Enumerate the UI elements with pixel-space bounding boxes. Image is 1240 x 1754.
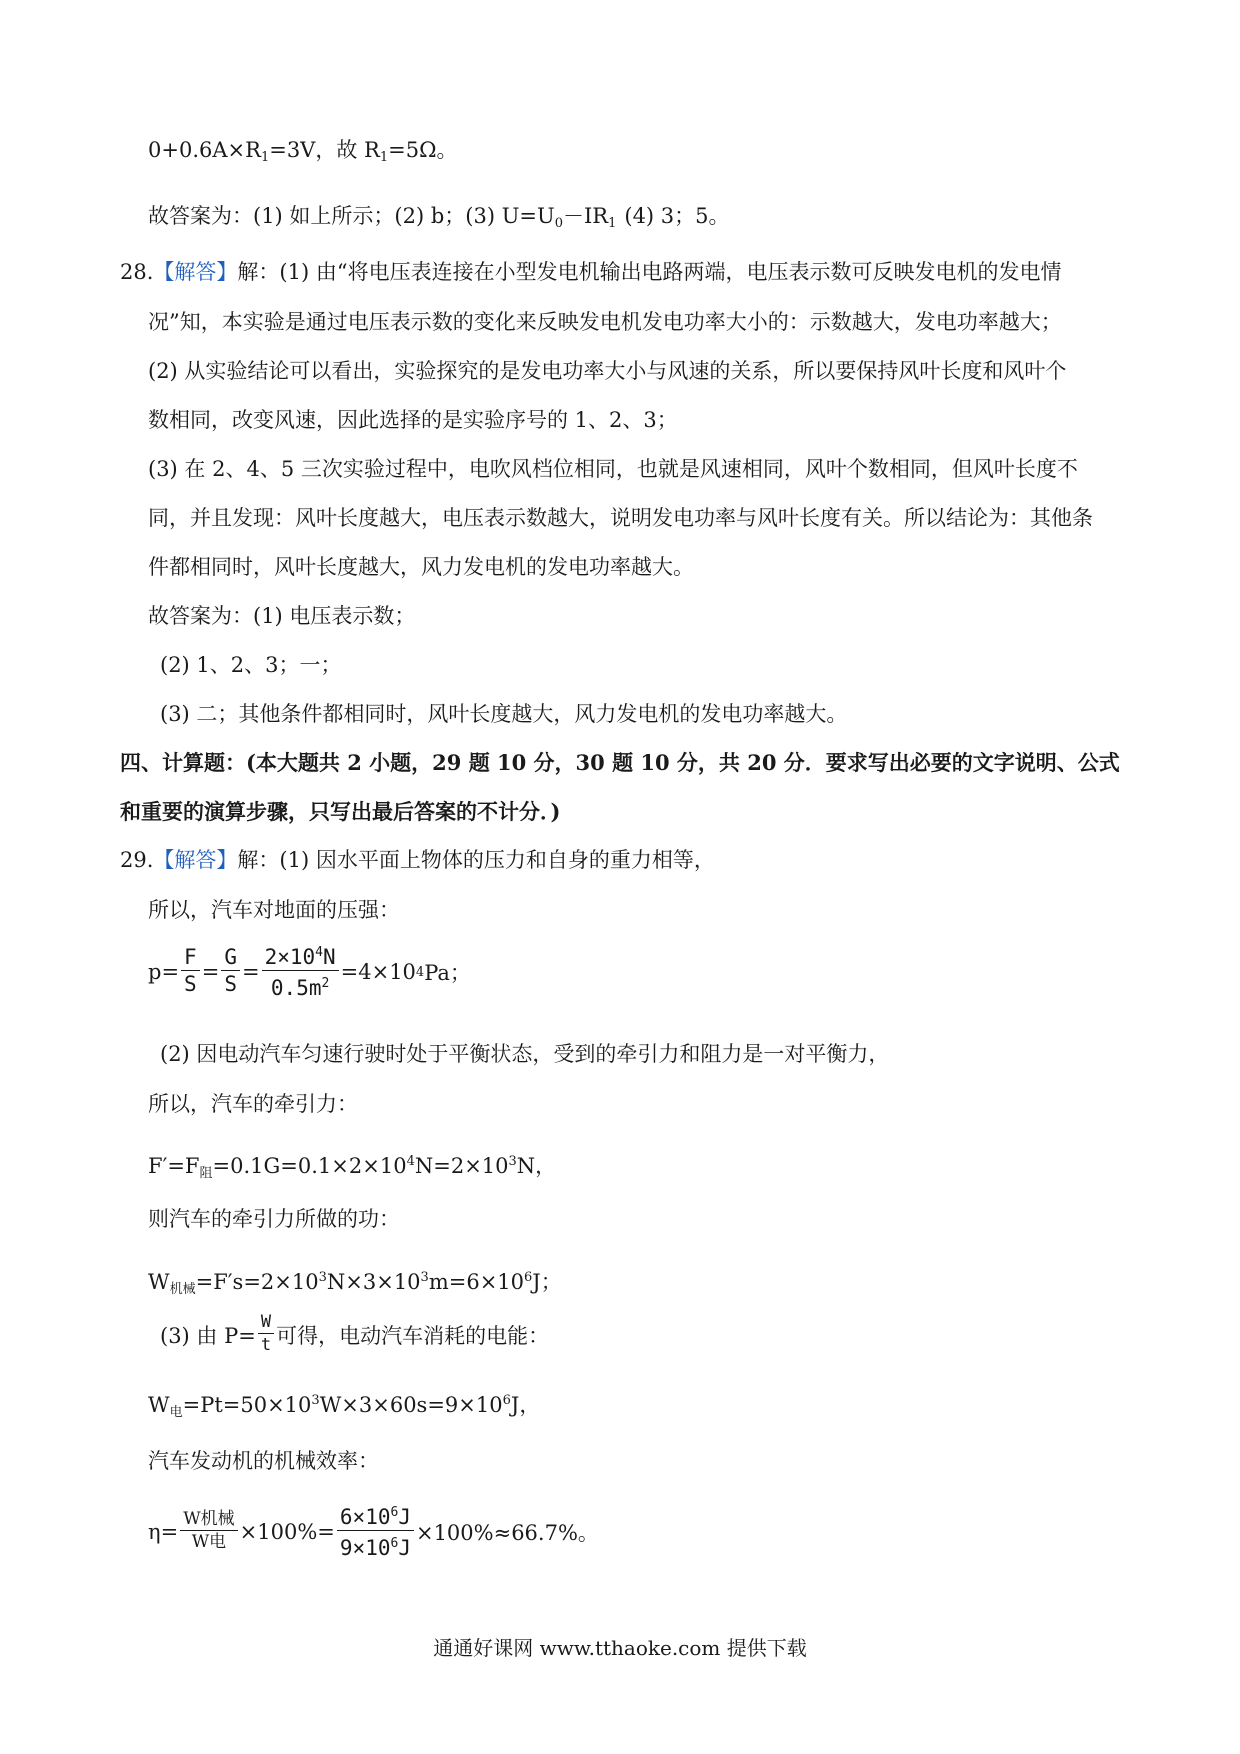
question-number: 29.: [120, 848, 154, 872]
equals: =: [201, 960, 220, 984]
numerator: F: [181, 944, 200, 971]
superscript: 6: [390, 1535, 399, 1551]
text: =0.1G=0.1×2×10: [212, 1154, 407, 1178]
text: N: [322, 944, 336, 969]
superscript: 6: [524, 1270, 533, 1285]
equation-work: [148, 1264, 562, 1297]
q29-line-5: 所以，汽车的牵引力：: [148, 1092, 358, 1116]
text: 2×10: [264, 944, 316, 969]
fraction-g-s: [221, 944, 240, 997]
subscript: 1: [379, 150, 389, 165]
q28-line-8: 故答案为：(1) 电压表示数；: [148, 604, 416, 628]
text: =Pt=50×10: [182, 1393, 312, 1417]
superscript: 6: [502, 1393, 511, 1408]
superscript: 3: [420, 1270, 429, 1285]
q29-line-9: [160, 1300, 549, 1370]
text: Pa；: [424, 961, 471, 985]
text: 0+0.6A×R: [148, 138, 261, 162]
text: W: [148, 1393, 170, 1417]
text: J；: [532, 1270, 562, 1294]
q28-line-9: (2) 1、2、3；一；: [160, 653, 342, 677]
q29-line-1: [120, 846, 715, 876]
section-4-heading-line-1: 四、计算题：(本大题共 2 小题，29 题 10 分，30 题 10 分，共 20 分．要求写出必要的文字说明、公式: [120, 750, 1120, 775]
text: 故答案为：(1) 如上所示；(2) b；(3) U=U: [148, 204, 555, 228]
line-answer-27: [148, 202, 730, 232]
text: J: [398, 1535, 411, 1560]
superscript: 4: [406, 1154, 415, 1169]
eq-rhs: =4×10: [340, 960, 416, 984]
q29-line-7: 则汽车的牵引力所做的功：: [148, 1207, 400, 1231]
q28-line-6: 同，并且发现：风叶长度越大，电压表示数越大，说明发电功率与风叶长度有关。所以结论为：其他条: [148, 506, 1093, 530]
superscript: 4: [415, 964, 425, 980]
text: －IR: [562, 204, 609, 228]
q28-line-10: (3) 二；其他条件都相同时，风叶长度越大，风力发电机的发电功率越大。: [160, 702, 848, 726]
q29-line-11: 汽车发动机的机械效率：: [148, 1449, 379, 1473]
fraction-w-t: [258, 1311, 274, 1356]
question-number: 28.: [120, 260, 154, 284]
denominator: S: [184, 971, 197, 996]
denominator: W电: [191, 1531, 227, 1552]
numerator: [337, 1500, 414, 1531]
text: 解：(1) 由“将电压表连接在小型发电机输出电路两端，电压表示数可反映发电机的发电情: [237, 260, 1062, 284]
numerator: [262, 940, 339, 971]
subscript: 阻: [199, 1166, 213, 1181]
text: =3V，故 R: [269, 138, 380, 162]
text: m=6×10: [428, 1270, 525, 1294]
text: N，: [516, 1154, 557, 1178]
q28-line-4: 数相同，改变风速，因此选择的是实验序号的 1、2、3；: [148, 408, 678, 432]
denominator: [262, 971, 339, 1001]
text: (3) 由 P=: [160, 1324, 256, 1348]
text: =F′s=2×10: [195, 1270, 319, 1294]
text: 6×10: [339, 1504, 391, 1529]
equation-pressure: [148, 932, 471, 1012]
text: J，: [510, 1393, 541, 1417]
superscript: 2: [321, 975, 330, 991]
denominator: S: [224, 971, 237, 996]
denominator: [337, 1531, 414, 1561]
answer-tag: 【解答】: [153, 260, 238, 284]
equation-efficiency: [148, 1492, 599, 1572]
line-calc-r1: [148, 136, 457, 166]
text: N×3×10: [326, 1270, 421, 1294]
subscript: 0: [554, 216, 563, 231]
denominator: t: [260, 1334, 272, 1355]
text: =5Ω。: [388, 138, 458, 162]
equals: =: [241, 960, 260, 984]
superscript: 3: [508, 1154, 517, 1169]
q28-line-5: (3) 在 2、4、5 三次实验过程中，电吹风档位相同，也就是风速相同，风叶个数相同，但风叶长度不: [148, 457, 1078, 481]
eq-lhs: p=: [148, 960, 180, 984]
numerator: W机械: [180, 1508, 237, 1531]
superscript: 3: [318, 1270, 327, 1285]
q28-line-2: 况”知，本实验是通过电压表示数的变化来反映发电机发电功率大小的：示数越大，发电功率越大；: [148, 310, 1062, 334]
answer-tag: 【解答】: [153, 848, 238, 872]
equation-traction-force: [148, 1148, 557, 1181]
section-4-heading-line-2: 和重要的演算步骤，只写出最后答案的不计分．): [120, 799, 561, 824]
text: F′=F: [148, 1154, 200, 1178]
superscript: 3: [311, 1393, 320, 1408]
subscript: 电: [169, 1405, 183, 1420]
q29-line-2: 所以，汽车对地面的压强：: [148, 898, 400, 922]
q28-line-3: (2) 从实验结论可以看出，实验探究的是发电功率大小与风速的关系，所以要保持风叶长度和风叶个: [148, 359, 1067, 383]
superscript: 4: [315, 944, 323, 960]
text: N=2×10: [414, 1154, 509, 1178]
text: 解：(1) 因水平面上物体的压力和自身的重力相等，: [237, 848, 715, 872]
equation-electric-energy: [148, 1387, 541, 1420]
text: J: [398, 1504, 411, 1529]
subscript: 1: [260, 150, 270, 165]
text: ×100%=: [239, 1520, 335, 1544]
text: 0.5m: [270, 975, 322, 1000]
fraction-w-ratio: [180, 1508, 237, 1553]
text: ×100%≈66.7%。: [415, 1521, 599, 1545]
superscript: 6: [390, 1504, 399, 1520]
subscript: 1: [608, 216, 617, 231]
text: 可得，电动汽车消耗的电能：: [276, 1324, 550, 1348]
subscript: 机械: [169, 1282, 196, 1297]
text: (4) 3；5。: [624, 204, 730, 228]
q28-line-7: 件都相同时，风叶长度越大，风力发电机的发电功率越大。: [148, 555, 694, 579]
eq-lhs: η=: [148, 1520, 179, 1544]
q28-line-1: [120, 258, 1062, 288]
numerator: G: [221, 944, 240, 971]
text: W×3×60s=9×10: [319, 1393, 503, 1417]
q29-line-4: (2) 因电动汽车匀速行驶时处于平衡状态，受到的牵引力和阻力是一对平衡力，: [160, 1042, 890, 1066]
numerator: W: [258, 1311, 274, 1334]
text: 9×10: [339, 1535, 391, 1560]
text: W: [148, 1270, 170, 1294]
page-footer: 通通好课网 www.tthaoke.com 提供下载: [433, 1636, 807, 1660]
fraction-values: [262, 940, 339, 1001]
fraction-f-s: [181, 944, 200, 997]
fraction-energy-ratio: [337, 1500, 414, 1561]
